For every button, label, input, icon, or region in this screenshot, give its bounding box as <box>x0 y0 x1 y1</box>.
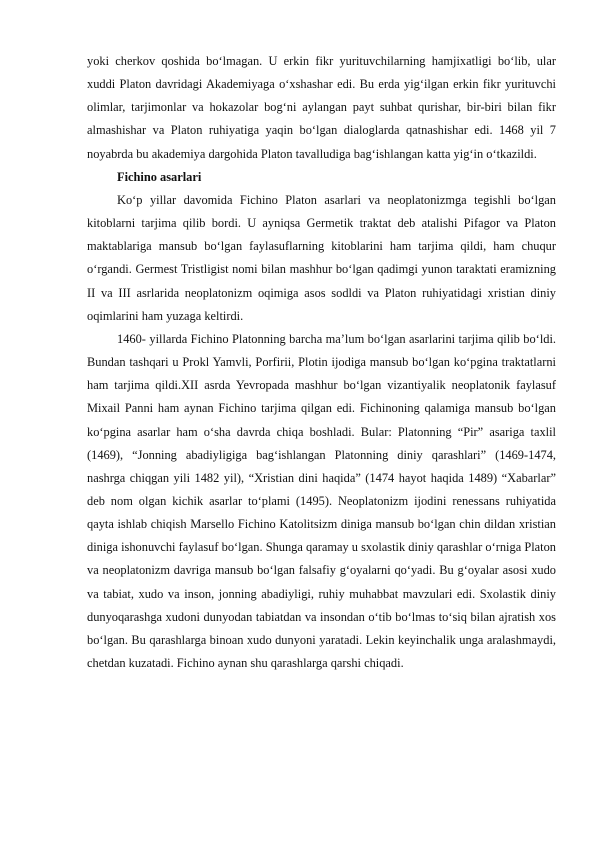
paragraph-3: 1460- yillarda Fichino Platonning barcha ma’lum bo‘lgan asarlarini tarjima qilib bo‘ldi. Bundan tashqari u Prokl Yamvli, Porfirii, Plotin ijodiga mansub bo‘lgan ko‘pgina traktatlarni ham tarjima qildi.XII asrda Yevropada mashhur bo‘lgan vizantiyalik neoplatonik faylasuf Mixail Panni ham aynan Fichino tarjima qilgan edi. Fichinoning qalamiga mansub bo‘lgan ko‘pgina asarlar ham o‘sha davrda chiqa boshladi. Bular: Platonning “Pir” asariga taxlil (1469), “Jonning abadiyligiga bag‘ishlangan Platonning diniy qarashlari” (1469-1474, nashrga chiqgan yili 1482 yil), “Xristian dini haqida” (1474 hayot haqida 1489) “Xabarlar” deb nom olgan kichik asarlar to‘plami (1495). Neoplatonizm ijodini renessans ruhiyatida qayta ishlab chiqish Marsello Fichino Katolitsizm diniga mansub bo‘lgan chin dildan xristian diniga ishonuvchi faylasuf bo‘lgan. Shunga qaramay u sxolastik diniy qarashlar o‘rniga Platon va neoplatonizm davriga mansub bo‘lgan falsafiy g‘oyalarni qo‘yadi. Bu g‘oyalar asosi xudo va tabiat, xudo va inson, jonning abadiyligi, ruhiy muhabbat mavzulari edi. Sxolastik diniy dunyoqarashga xudoni dunyodan tabiatdan va insondan o‘tib bo‘lmas to‘siq bilan ajratish xos bo‘lgan. Bu qarashlarga binoan xudo dunyoni yaratadi. Lekin keyinchalik unga aralashmaydi, chetdan kuzatadi. Fichino aynan shu qarashlarga qarshi chiqadi. <box>87 331 556 671</box>
section-heading: Fichino asarlari <box>117 169 202 184</box>
paragraph-2: Ko‘p yillar davomida Fichino Platon asarlari va neoplatonizmga tegishli bo‘lgan kitoblarni tarjima qilib bordi. U ayniqsa Germetik traktat deb atalishi Pifagor va Platon maktablariga mansub bo‘lgan faylasuflarning kitoblarini ham tarjima qildi, ham chuqur o‘rgandi. Germest Tristligist nomi bilan mashhur bo‘lgan qadimgi yunon taraktati eramizning II va III asrlarida neoplatonizm oqimiga asos sodldi va Platon ruhiyatidagi xristian diniy oqimlarini ham yuzaga keltirdi. <box>87 192 556 323</box>
paragraph-1: yoki cherkov qoshida bo‘lmagan. U erkin fikr yurituvchilarning hamjixatligi bo‘lib, ular xuddi Platon davridagi Akademiyaga o‘xshashar edi. Bu erda yig‘ilgan erkin fikr yurituvchi olimlar, tarjimonlar va hokazolar bog‘ni aylangan payt suhbat qurishar, bir-biri bilan fikr almashishar va Platon ruhiyatiga yaqin bo‘lgan dialoglarda qatnashishar edi. 1468 yil 7 noyabrda bu akademiya dargohida Platon tavalludiga bag‘ishlangan katta yig‘in o‘tkazildi. <box>87 54 556 161</box>
document-body <box>87 50 556 675</box>
